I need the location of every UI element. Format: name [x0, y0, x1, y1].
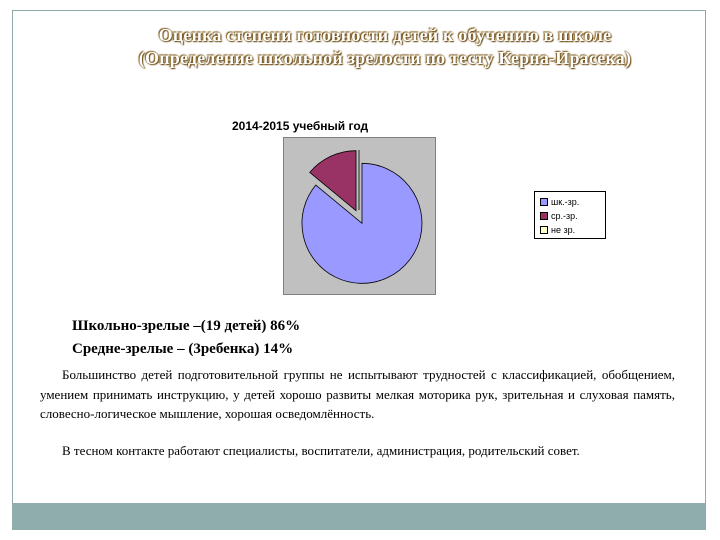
legend-swatch-1 — [540, 212, 548, 220]
legend-label: не зр. — [551, 225, 576, 235]
legend-item — [540, 209, 605, 223]
body-paragraph-1: Большинство детей подготовительной группы не испытывают трудностей с классификацией, обобщением, умением принимать инструкцию, у детей хорошо развиты мелкая моторика рук, зрительная и слуховая память, словесно-логическое мышление, хорошая осведомлённость. — [40, 367, 675, 421]
legend-item — [540, 195, 605, 209]
stat-medium-ready: Средне-зрелые – (3ребенка) 14% — [72, 341, 294, 357]
pie-chart — [283, 137, 436, 295]
stat-school-ready: Школьно-зрелые –(19 детей) 86% — [72, 318, 301, 334]
chart-legend — [534, 191, 606, 239]
legend-swatch-0 — [540, 198, 548, 206]
legend-label: шк.-зр. — [551, 197, 580, 207]
bottom-bar — [12, 503, 706, 530]
legend-swatch-2 — [540, 226, 548, 234]
title-line-2: (Определение школьной зрелости по тесту Керна-Ирасека) — [138, 48, 632, 68]
chart-title: 2014-2015 учебный год — [232, 119, 369, 133]
legend-label: ср.-зр. — [551, 211, 578, 221]
slide-title — [90, 24, 680, 70]
title-line-1: Оценка степени готовности детей к обучению в школе — [158, 25, 612, 45]
body-paragraph-2: В тесном контакте работают специалисты, воспитатели, администрация, родительский совет. — [62, 443, 580, 458]
legend-item — [540, 223, 605, 237]
